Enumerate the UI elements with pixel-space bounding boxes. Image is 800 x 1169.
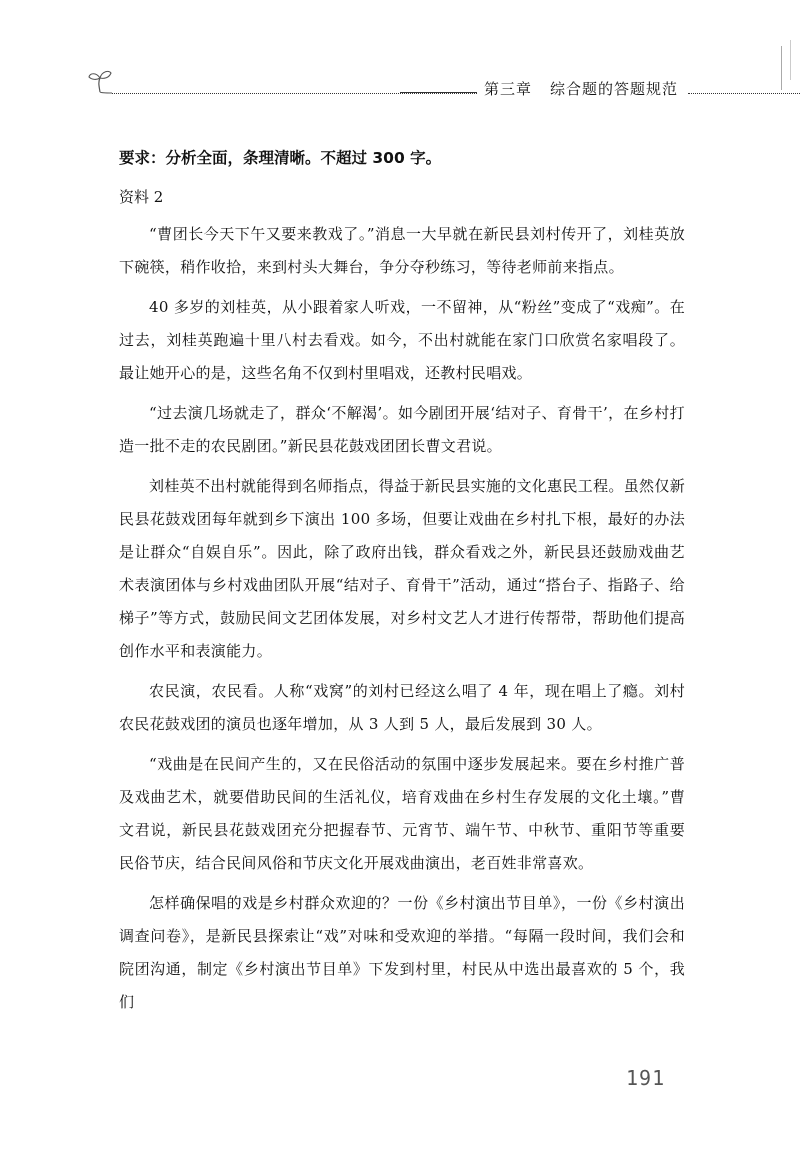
chapter-name: 综合题的答题规范	[550, 80, 679, 98]
paragraph: “曹团长今天下午又要来教戏了。”消息一大早就在新民县刘村传开了，刘桂英放下碗筷，稍作收拾，来到村头大舞台，争分夺秒练习，等待老师前来指点。	[119, 225, 685, 276]
page-number: 191	[626, 1066, 666, 1090]
paragraph: 40 多岁的刘桂英，从小跟着家人听戏，一不留神，从“粉丝”变成了“戏痴”。在过去，刘桂英跑遍十里八村去看戏。如今，不出村就能在家门口欣赏名家唱段了。最让她开心的是，这些名角不仅到村里唱戏，还教村民唱戏。	[119, 298, 685, 382]
requirement-line: 要求：分析全面，条理清晰。不超过 300 字。	[119, 149, 442, 167]
paragraph: “戏曲是在民间产生的，又在民俗活动的氛围中逐步发展起来。要在乡村推广普及戏曲艺术，就要借助民间的生活礼仪，培育戏曲在乡村生存发展的文化土壤。”曹文君说，新民县花鼓戏团充分把握春节、元宵节、端午节、中秋节、重阳节等重要民俗节庆，结合民间风俗和节庆文化开展戏曲演出，老百姓非常喜欢。	[119, 755, 685, 872]
paragraph: 刘桂英不出村就能得到名师指点，得益于新民县实施的文化惠民工程。虽然仅新民县花鼓戏团每年就到乡下演出 100 多场，但要让戏曲在乡村扎下根，最好的办法是让群众“自娱自乐”。因此，除了政府出钱，群众看戏之外，新民县还鼓励戏曲艺术表演团体与乡村戏曲团队开展“结对子、育骨干”活动，通过“搭台子、指路子、给梯子”等方式，鼓励民间文艺团体发展，对乡村文艺人才进行传帮带，帮助他们提高创作水平和表演能力。	[119, 477, 685, 660]
page-edge-mark-outer	[790, 40, 797, 80]
paragraph: 怎样确保唱的戏是乡村群众欢迎的？一份《乡村演出节目单》，一份《乡村演出调查问卷》，是新民县探索让“戏”对味和受欢迎的举措。“每隔一段时间，我们会和院团沟通，制定《乡村演出节目单》下发到村里，村民从中选出最喜欢的 5 个，我们	[119, 894, 685, 1011]
running-header	[484, 78, 678, 99]
header-dotted-rule-left	[112, 93, 477, 94]
paragraph: “过去演几场就走了，群众‘不解渴’。如今剧团开展‘结对子、育骨干’，在乡村打造一批不走的农民剧团。”新民县花鼓戏团团长曹文君说。	[119, 404, 685, 455]
chapter-number: 第三章	[484, 80, 533, 98]
header-solid-rule	[400, 92, 477, 93]
sprout-icon	[86, 66, 116, 96]
header-dotted-rule-right	[688, 93, 800, 94]
source-label: 资料 2	[119, 188, 164, 206]
page-body	[119, 142, 685, 1026]
paragraph: 农民演，农民看。人称“戏窝”的刘村已经这么唱了 4 年，现在唱上了瘾。刘村农民花鼓戏团的演员也逐年增加，从 3 人到 5 人，最后发展到 30 人。	[119, 682, 685, 733]
page-edge-mark	[781, 46, 788, 90]
